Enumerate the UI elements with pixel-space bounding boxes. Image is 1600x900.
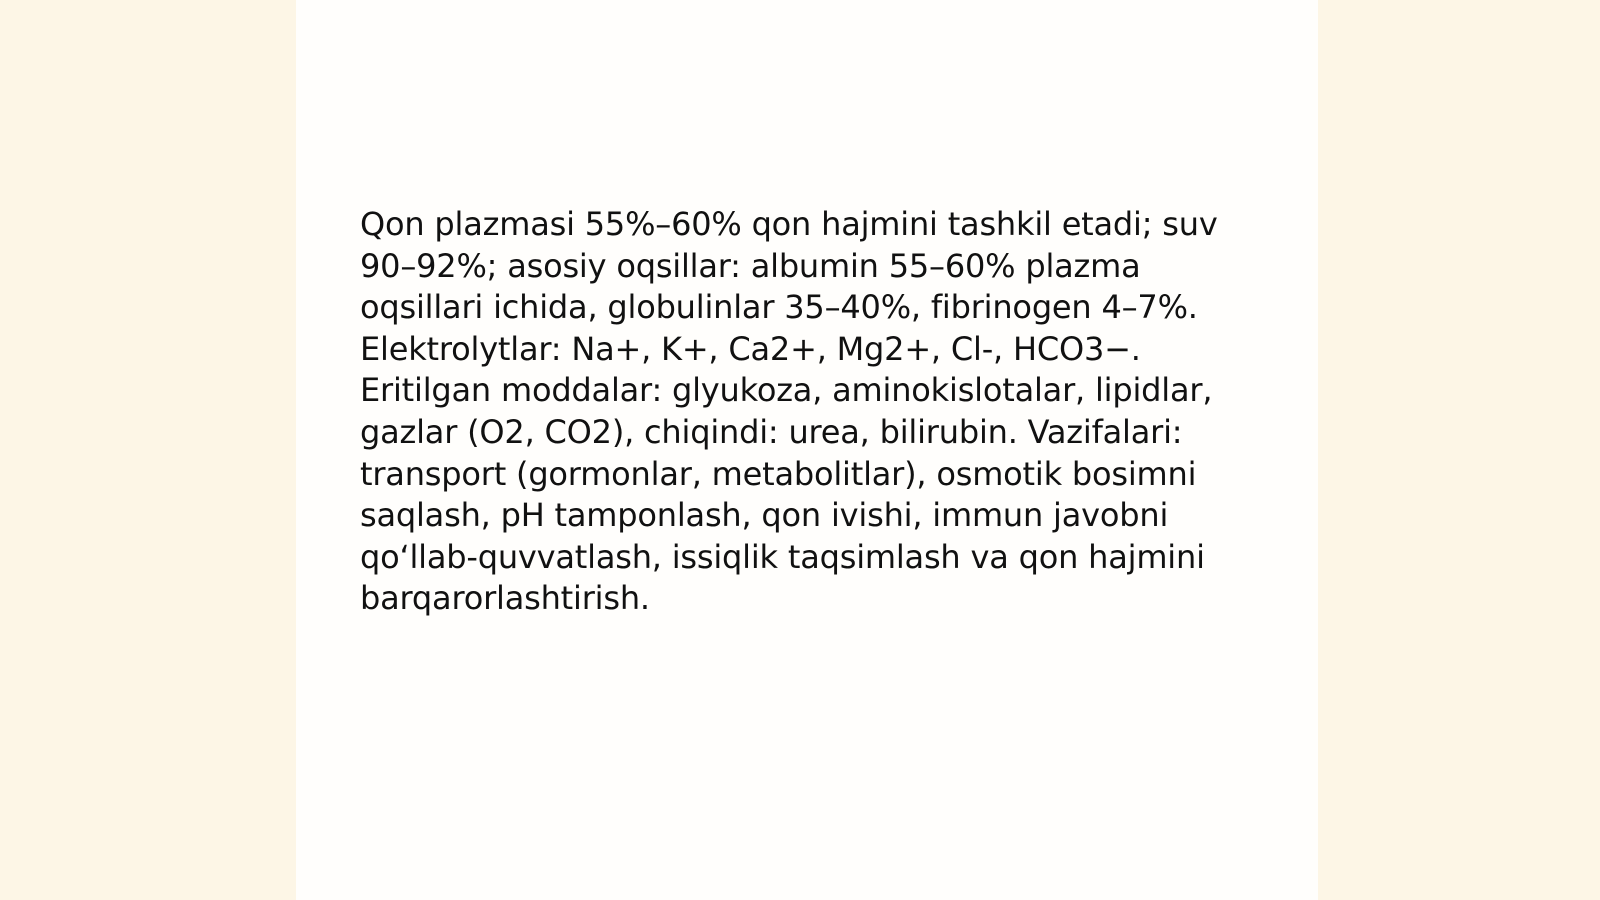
paragraph-line: barqarorlashtirish. [360, 579, 650, 618]
paragraph-line: qo‘llab-quvvatlash, issiqlik taqsimlash va qon hajmini [360, 537, 1205, 576]
body-paragraph [360, 204, 1260, 620]
paragraph-line: 90–92%; asosiy oqsillar: albumin 55–60% plazma [360, 246, 1141, 285]
paragraph-line: Elektrolytlar: Na+, K+, Ca2+, Mg2+, Cl-, HCO3−. [360, 329, 1141, 368]
paragraph-line: gazlar (O2, CO2), chiqindi: urea, bilirubin. Vazifalari: [360, 412, 1183, 451]
paragraph-line: saqlash, pH tamponlash, qon ivishi, immun javobni [360, 496, 1169, 535]
paragraph-line: Eritilgan moddalar: glyukoza, aminokislotalar, lipidlar, [360, 371, 1213, 410]
document-page [296, 0, 1318, 900]
paragraph-line: oqsillari ichida, globulinlar 35–40%, fibrinogen 4–7%. [360, 288, 1198, 327]
paragraph-line: Qon plazmasi 55%–60% qon hajmini tashkil etadi; suv [360, 205, 1218, 243]
paragraph-line: transport (gormonlar, metabolitlar), osmotik bosimni [360, 454, 1197, 493]
